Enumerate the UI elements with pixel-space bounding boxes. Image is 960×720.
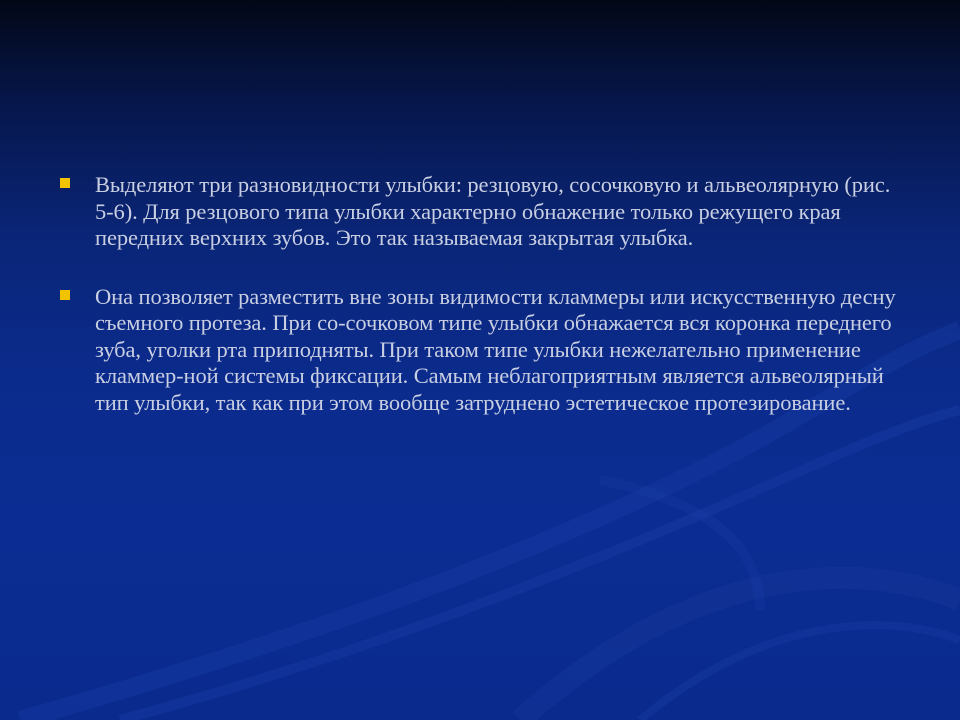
- bullet-text: Выделяют три разновидности улыбки: резцовую, сосочковую и альвеолярную (рис. 5-6). Для резцового типа улыбки характерно обнажение только режущего края передних верхних зубов. Это так называемая закрытая улыбка.: [95, 172, 891, 250]
- bullet-item: [58, 172, 908, 252]
- bullet-item: [58, 284, 908, 417]
- square-bullet-icon: [60, 178, 70, 188]
- bullet-text: Она позволяет разместить вне зоны видимости кламмеры или искусственную десну съемного протеза. При со-сочковом типе улыбки обнажается вся коронка переднего зуба, уголки рта приподняты. При таком типе улыбки нежелательно применение кламмер-ной системы фиксации. Самым неблагоприятным является альвеолярный тип улыбки, так как при этом вообще затруднено эстетическое протезирование.: [95, 283, 896, 415]
- square-bullet-icon: [60, 290, 70, 300]
- bullet-list: [58, 172, 908, 448]
